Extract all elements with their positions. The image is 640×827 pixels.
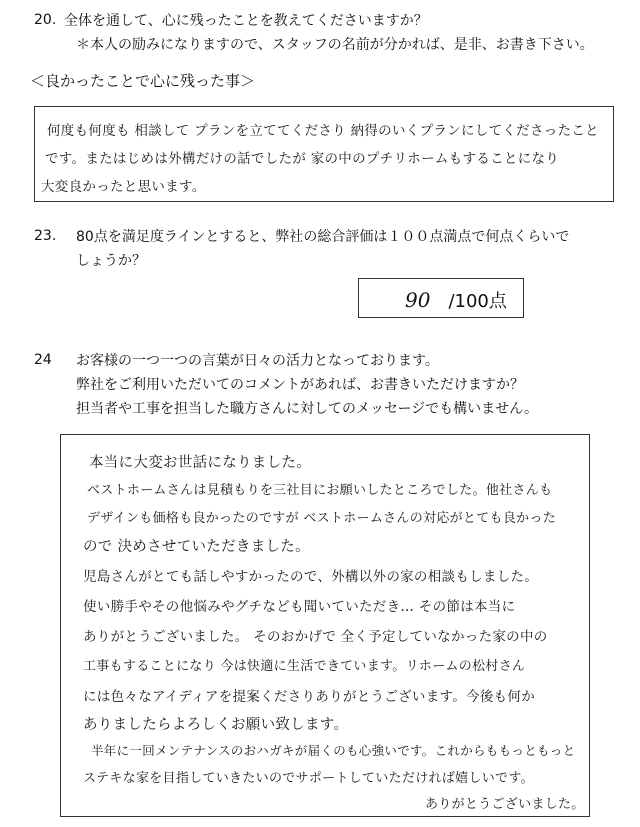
q20-question-line2: ＊本人の励みになりますので、スタッフの名前が分かれば、是非、お書き下さい。 xyxy=(76,37,594,53)
q20-answer-heading: ＜良かったことで心に残った事＞ xyxy=(30,72,256,90)
q24-answer-line: ありがとうございました。 xyxy=(425,797,585,812)
q24-answer-line: ステキな家を目指していきたいのでサポートしていただければ嬉しいです。 xyxy=(83,771,534,786)
q23-score xyxy=(405,287,507,313)
q24-answer-line: 使い勝手やその他悩みやグチなども聞いていただき… その節は本当に xyxy=(83,599,516,615)
q23-question-line1: 80点を満足度ラインとすると、弊社の総合評価は１００点満点で何点くらいで xyxy=(76,229,570,245)
q23-number: 23. xyxy=(34,228,57,244)
q24-question-line1: お客様の一つ一つの言葉が日々の活力となっております。 xyxy=(76,353,439,369)
q24-answer-line: ので 決めさせていただきました。 xyxy=(83,539,310,555)
q24-answer-line: 児島さんがとても話しやすかったので、外構以外の家の相談もしました。 xyxy=(83,569,539,585)
q24-answer-line: デザインも価格も良かったのですが ベストホームさんの対応がとても良かった xyxy=(87,511,557,526)
q23-score-suffix: /100点 xyxy=(448,291,507,312)
q24-answer-line: には色々なアイディアを提案くださりありがとうございます。今後も何か xyxy=(83,689,536,705)
q23-score-box xyxy=(358,278,524,318)
q20-number: 20. xyxy=(34,12,57,28)
q20-answer-line: です。またはじめは外構だけの話でしたが 家の中のプチリホームもすることになり xyxy=(45,151,560,167)
q24-answer-box xyxy=(60,434,590,817)
q24-answer-line: ありましたらよろしくお願い致します。 xyxy=(83,717,349,733)
q24-answer-line: ベストホームさんは見積もりを三社目にお願いしたところでした。他社さんも xyxy=(87,483,553,498)
q24-number: 24 xyxy=(34,352,52,368)
q24-question-line3: 担当者や工事を担当した職方さんに対してのメッセージでも構いません。 xyxy=(76,401,538,417)
q24-answer-line: 本当に大変お世話になりました。 xyxy=(89,455,311,471)
q24-answer-line: 工事もすることになり 今は快適に生活できています。リホームの松村さん xyxy=(83,659,526,674)
q24-answer-line: ありがとうございました。 そのおかげで 全く予定していなかった家の中の xyxy=(83,629,548,645)
q24-question-line2: 弊社をご利用いただいてのコメントがあれば、お書きいただけますか？ xyxy=(76,377,524,393)
q20-answer-box xyxy=(34,106,614,202)
q20-question-line1: 全体を通して、心に残ったことを教えてくださいますか？ xyxy=(64,13,428,29)
q20-answer-line: 何度も何度も 相談して プランを立ててくださり 納得のいくプランにしてくださったこと xyxy=(47,123,599,139)
q20-answer-line: 大変良かったと思います。 xyxy=(41,179,206,195)
q23-score-value: 90 xyxy=(405,288,431,312)
q23-question-line2: しょうか？ xyxy=(76,253,146,269)
q24-answer-line: 半年に一回メンテナンスのおハガキが届くのも心強いです。これからももっともっと xyxy=(91,743,576,758)
